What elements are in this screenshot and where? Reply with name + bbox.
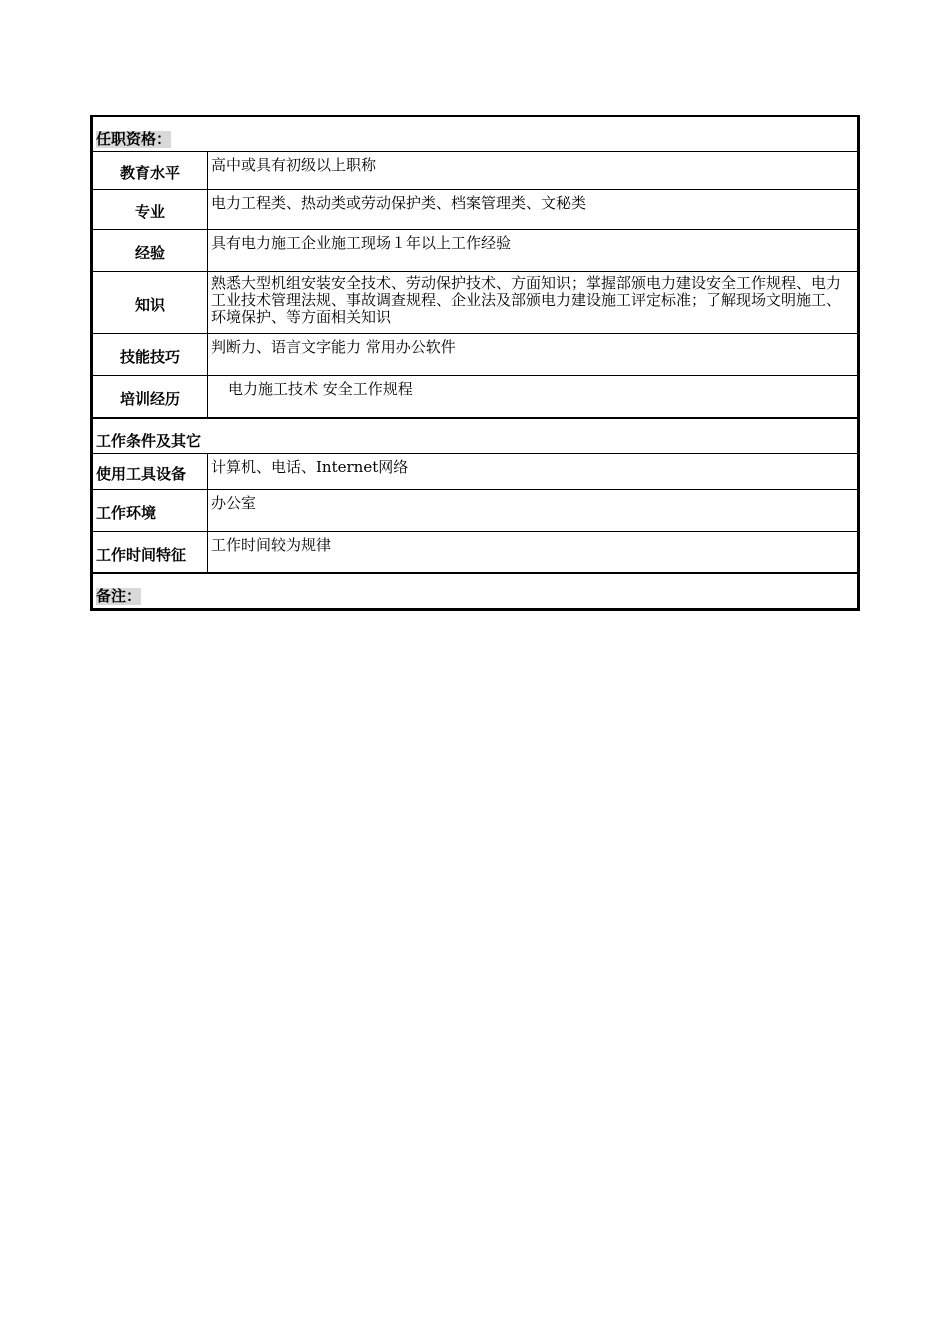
row-label-major: 专业 xyxy=(93,190,208,230)
table-row xyxy=(93,152,858,190)
row-label-tools: 使用工具设备 xyxy=(93,454,208,490)
row-value-skills: 判断力、语言文字能力 常用办公软件 xyxy=(208,334,858,376)
row-value-work-time: 工作时间较为规律 xyxy=(208,532,858,574)
table-row xyxy=(93,334,858,376)
row-value-tools: 计算机、电话、Internet网络 xyxy=(208,454,858,490)
row-value-knowledge: 熟悉大型机组安装安全技术、劳动保护技术、方面知识；掌握部颁电力建设安全工作规程、电力工业技术管理法规、事故调查规程、企业法及部颁电力建设施工评定标准；了解现场文明施工、环境保护、等方面相关知识 xyxy=(208,272,858,334)
row-label-training: 培训经历 xyxy=(93,376,208,419)
row-value-environment: 办公室 xyxy=(208,490,858,532)
row-label-education: 教育水平 xyxy=(93,152,208,190)
section-remarks-header xyxy=(93,573,858,609)
job-qualification-sheet xyxy=(90,115,860,611)
section-conditions-header xyxy=(93,418,858,454)
section-title-remarks: 备注： xyxy=(96,587,142,605)
row-value-education: 高中或具有初级以上职称 xyxy=(208,152,858,190)
row-value-training: 电力施工技术 安全工作规程 xyxy=(208,376,858,419)
table-row xyxy=(93,272,858,334)
row-value-experience: 具有电力施工企业施工现场１年以上工作经验 xyxy=(208,230,858,272)
row-label-experience: 经验 xyxy=(93,230,208,272)
table-row xyxy=(93,190,858,230)
table-row xyxy=(93,532,858,574)
section-qualifications-header xyxy=(93,117,858,152)
row-label-knowledge: 知识 xyxy=(93,272,208,334)
table-row xyxy=(93,490,858,532)
section-title-conditions: 工作条件及其它 xyxy=(96,432,202,450)
section-title-qualifications: 任职资格： xyxy=(96,130,172,148)
qualification-table xyxy=(92,117,858,609)
table-row xyxy=(93,230,858,272)
row-label-work-time: 工作时间特征 xyxy=(93,532,208,574)
row-label-environment: 工作环境 xyxy=(93,490,208,532)
row-label-skills: 技能技巧 xyxy=(93,334,208,376)
table-row xyxy=(93,376,858,419)
row-value-major: 电力工程类、热动类或劳动保护类、档案管理类、文秘类 xyxy=(208,190,858,230)
table-row xyxy=(93,454,858,490)
